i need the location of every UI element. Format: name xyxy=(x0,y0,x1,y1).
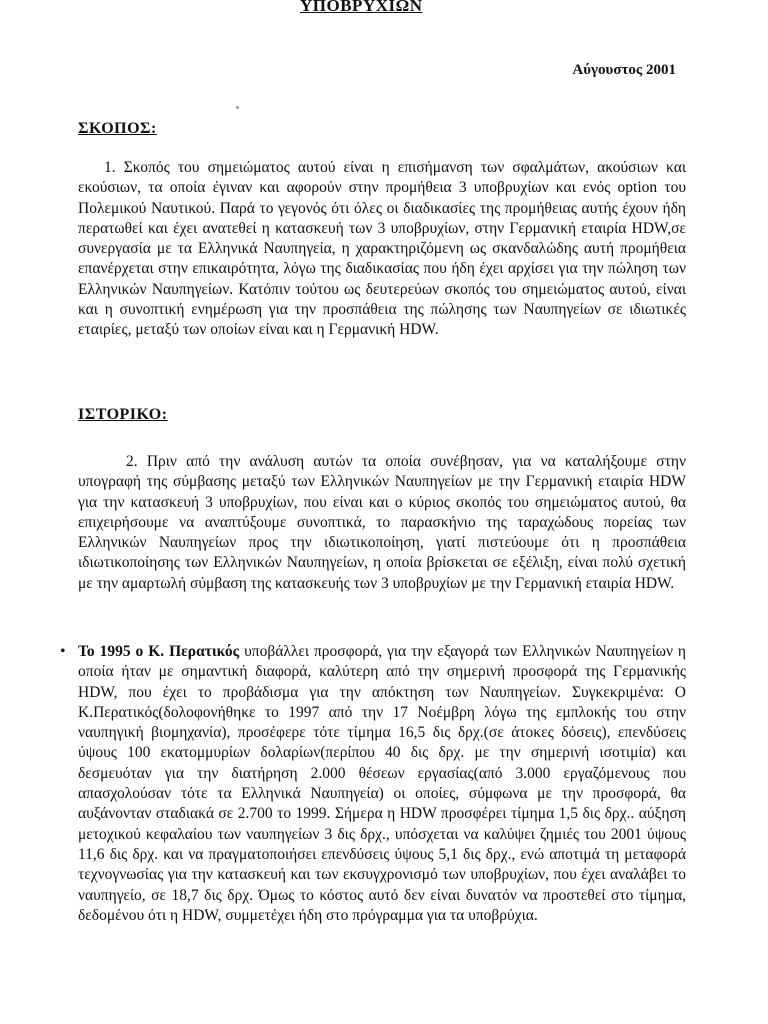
bullet-paragraph xyxy=(78,642,686,926)
section-heading-istoriko: ΙΣΤΟΡΙΚΟ: xyxy=(78,406,168,423)
paragraph-1: 1. Σκοπός του σημειώματος αυτού είναι η επισήμανση των σφαλμάτων, ακούσιων και εκούσιων, τα οποία έγιναν και αφορούν στην προμήθεια 3 υποβρυχίων και ενός option του Πολεμικού Ναυτικού. Παρά το γεγονός ότι όλες οι διαδικασίες της προμήθειας αυτής έχουν ήδη περατωθεί και έχει ανατεθεί η κατασκευή των 3 υποβρυχίων, στην Γερμανική εταιρία HDW,σε συνεργασία με τα Ελληνικά Ναυπηγεία, η χαρακτηριζόμενη ως σκανδαλώδης αυτή προμήθεια επανέρχεται στην επικαιρότητα, λόγω της διαδικασίας που ήδη έχει αρχίσει για την πώληση των Ελληνικών Ναυπηγείων. Κατόπιν τούτου ως δευτερεύων σκοπός του σημειώματος αυτού, είναι και η συνοπτική ενημέρωση για την προσπάθεια της πώλησης των Ναυπηγείων σε ιδιωτικές εταιρίες, μεταξύ των οποίων είναι και η Γερμανική HDW. xyxy=(78,159,686,339)
document-title: ΥΠΟΒΡΥΧΙΩΝ xyxy=(300,0,423,15)
document-date: Αύγουστος 2001 xyxy=(572,62,676,78)
bullet-item xyxy=(60,642,686,926)
scan-speck xyxy=(236,106,239,109)
bullet-intro: Το 1995 ο Κ. Περατικός xyxy=(78,643,240,660)
paragraph-2: 2. Πριν από την ανάλυση αυτών τα οποία συνέβησαν, για να καταλήξουμε στην υπογραφή της σύμβασης μεταξύ των Ελληνικών Ναυπηγείων με την Γερμανική εταιρία HDW για την κατασκευή 3 υποβρυχίων, που είναι και ο κύριος σκοπός του σημειώματος αυτού, θα επιχειρήσουμε να αναπτύξουμε συνοπτικά, το παρασκήνιο της ταραχώδους πορείας των Ελληνικών Ναυπηγείων προς την ιδιωτικοποίηση, γιατί πιστεύουμε ότι η προσπάθεια ιδιωτικοποίησης των Ελληνικών Ναυπηγείων, η οποία βρίσκεται σε εξέλιξη, είναι πολύ σχετική με την αμαρτωλή σύμβαση της κατασκευής των 3 υποβρυχίων με την Γερμανική εταιρία HDW. xyxy=(78,453,686,592)
section-heading-skopos: ΣΚΟΠΟΣ: xyxy=(78,120,157,137)
bullet-body: υποβάλλει προσφορά, για την εξαγορά των Ελληνικών Ναυπηγείων η οποία ήταν με σημαντική διαφορά, καλύτερη από την σημερινή προσφορά της Γερμανικής HDW, που έχει το προβάδισμα για την απόκτηση των Ναυπηγείων. Συγκεκριμένα: Ο Κ.Περατικός(δολοφονήθηκε το 1997 από την 17 Νοέμβρη λόγω της εμπλοκής του στην ναυπηγική βιομηχανία), προσέφερε τότε τίμημα 16,5 δις δρχ.(σε άτοκες δόσεις), επενδύσεις ύψους 100 εκατομμυρίων δολαρίων(περίπου 40 δις δρχ. με την σημερινή ισοτιμία) και δεσμευόταν για την διατήρηση 2.000 θέσεων εργασίας(από 3.000 εργαζόμενους που απασχολούσαν τότε τα Ελληνικά Ναυπηγεία) οι οποίες, σύμφωνα με την προσφορά, θα αυξάνονταν σταδιακά σε 2.700 το 1999. Σήμερα η HDW προσφέρει τίμημα 1,5 δις δρχ.. αύξηση μετοχικού κεφαλαίου των ναυπηγείων 3 δις δρχ., υπόσχεται να καλύψει ζημιές του 2001 ύψους 11,6 δις δρχ. και να πραγματοποιήσει επενδύσεις ύψους 5,1 δις δρχ., ενώ αποτιμά τη μεταφορά τεχνογνωσίας για την κατασκευή και των εκσυγχρονισμό των υποβρυχίων, που έχει αναλάβει το ναυπηγείο, σε 18,7 δις δρχ. Όμως το κόστος αυτό δεν είναι δυνατόν να προστεθεί στο τίμημα, δεδομένου ότι η HDW, συμμετέχει ήδη στο πρόγραμμα για τα υποβρύχια. xyxy=(78,643,686,924)
bullet-icon: • xyxy=(60,643,66,660)
